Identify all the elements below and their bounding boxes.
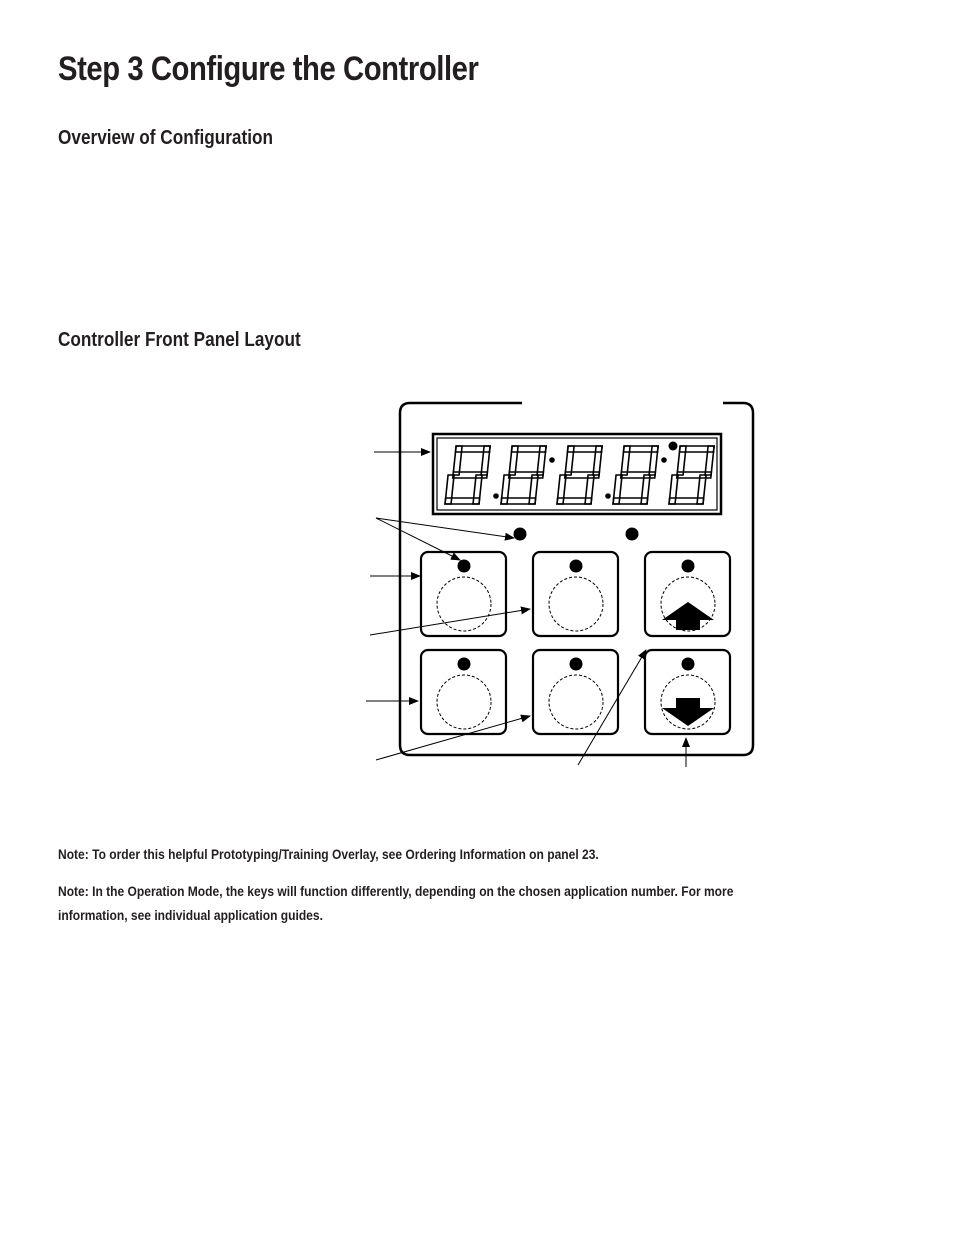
digit-5 xyxy=(669,446,714,504)
key-r2-c1 xyxy=(421,650,506,734)
indicator-led-2 xyxy=(626,528,639,541)
digit-3 xyxy=(557,446,602,504)
digit-2 xyxy=(501,446,546,504)
key-r1-c2 xyxy=(533,552,618,636)
key-r1-c1 xyxy=(421,552,506,636)
indicator-dot xyxy=(669,442,678,451)
decimal-point xyxy=(493,493,499,499)
key-led xyxy=(570,658,583,671)
key-led xyxy=(682,658,695,671)
key-led xyxy=(682,560,695,573)
decimal-point xyxy=(549,457,555,463)
key-r1-c3 xyxy=(645,552,730,636)
section-heading-panel-layout: Controller Front Panel Layout xyxy=(58,329,301,351)
key-r2-c3 xyxy=(645,650,730,734)
note-ordering: Note: To order this helpful Prototyping/Training Overlay, see Ordering Information on panel 23. xyxy=(58,846,599,862)
decimal-point xyxy=(605,493,611,499)
key-led xyxy=(458,560,471,573)
indicator-led-1 xyxy=(514,528,527,541)
digit-1 xyxy=(445,446,490,504)
page-title: Step 3 Configure the Controller xyxy=(58,50,479,88)
section-heading-overview: Overview of Configuration xyxy=(58,127,274,149)
key-r2-c2 xyxy=(533,650,618,734)
decimal-point xyxy=(661,457,667,463)
seven-segment-digits xyxy=(445,442,714,505)
digit-4 xyxy=(613,446,658,504)
key-led xyxy=(570,560,583,573)
note-operation-mode: Note: In the Operation Mode, the keys will function differently, depending on the chosen application number. For more information, see individual application guides. xyxy=(58,883,734,923)
key-led xyxy=(458,658,471,671)
